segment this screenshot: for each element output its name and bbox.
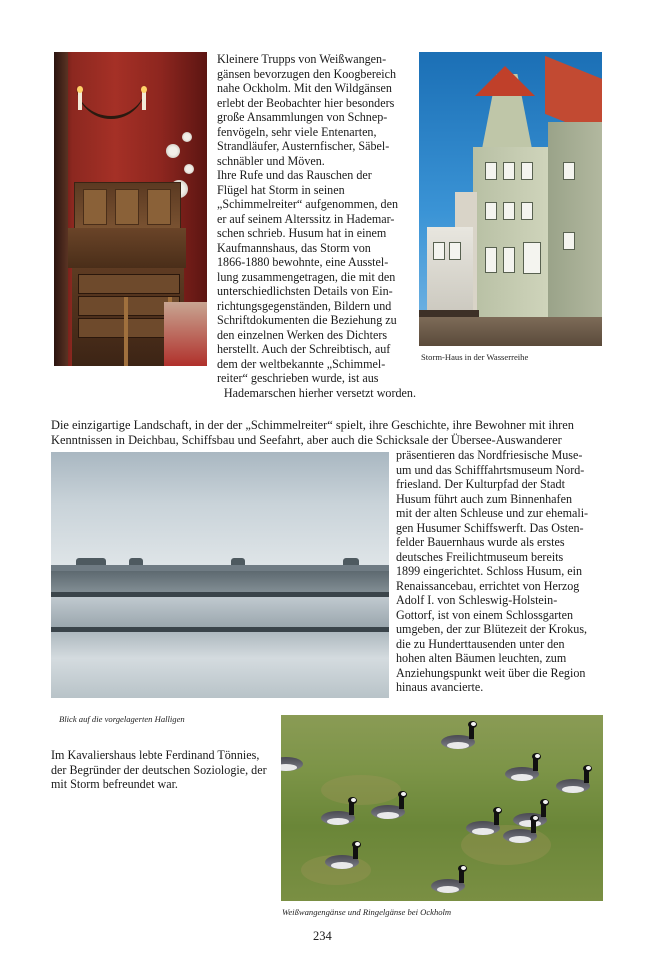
text-line: nahe Ockholm. Mit den Wildgänsen bbox=[217, 81, 392, 95]
text-line: Anziehungspunkt weit über die Region bbox=[396, 665, 586, 680]
caption-halligen: Blick auf die vorgelagerten Halligen bbox=[59, 714, 185, 724]
text-line: Kleinere Trupps von Weißwangen- bbox=[217, 52, 387, 66]
caption-geese: Weißwangengänse und Ringelgänse bei Ockholm bbox=[282, 907, 452, 917]
text-line: Ihre Rufe und das Rauschen der bbox=[217, 168, 372, 182]
text-line: Schriftdokumenten die Beziehung zu bbox=[217, 313, 397, 327]
text-block-geese-storm bbox=[217, 52, 416, 400]
text-line: um und das Schifffahrtsmuseum Nord- bbox=[396, 462, 585, 477]
text-line: „Schimmelreiter“ aufgenommen, den bbox=[217, 197, 398, 211]
text-line: Strandläufer, Austernfischer, Säbel- bbox=[217, 139, 390, 153]
text-line: Flügel hat Storm in seinen bbox=[217, 182, 345, 197]
text-line: reiter“ geschrieben wurde, ist aus bbox=[217, 371, 379, 385]
photo-halligen bbox=[51, 452, 389, 698]
text-line: gänsen bevorzugen den Koogbereich bbox=[217, 66, 396, 81]
photo-geese bbox=[281, 715, 603, 901]
text-line: mit Storm befreundet war. bbox=[51, 777, 178, 791]
text-line: Kenntnissen in Deichbau, Schiffsbau und Seefahrt, aber auch die Schicksale der Übersee-Auswanderer bbox=[51, 432, 562, 447]
text-line: hohen alten Bäumen leuchten, zum bbox=[396, 651, 567, 665]
text-line: umgeben, der zur Blütezeit der Krokus, bbox=[396, 622, 588, 636]
text-line: der Begründer der deutschen Soziologie, der bbox=[51, 762, 267, 777]
text-line: gen Husumer Schiffswerft. Das Osten- bbox=[396, 520, 584, 535]
text-line: unterschiedlichsten Details von Ein- bbox=[217, 284, 393, 298]
text-line: erlebt der Beobachter hier besonders bbox=[217, 95, 395, 110]
text-line: schnäbler und Möven. bbox=[217, 153, 325, 168]
text-line: hinaus avancierte. bbox=[396, 680, 484, 694]
page-number: 234 bbox=[313, 929, 332, 943]
text-line: den einzelnen Werken des Dichters bbox=[217, 327, 388, 342]
photo-storm-house bbox=[419, 52, 602, 346]
text-line: Renaissancebau, errichtet von Herzog bbox=[396, 578, 580, 593]
caption-storm-house: Storm-Haus in der Wasserreihe bbox=[421, 352, 529, 362]
text-line: Kaufmannshaus, das Storm von bbox=[217, 240, 371, 255]
text-fullwidth bbox=[51, 418, 603, 447]
text-line: dem der weltbekannte „Schimmel- bbox=[217, 356, 386, 371]
text-line: Adolf I. von Schleswig-Holstein- bbox=[396, 593, 558, 607]
text-line: herstellt. Auch der Schreibtisch, auf bbox=[217, 342, 391, 356]
text-line: Hademarschen hierher versetzt worden. bbox=[223, 385, 416, 400]
text-line: lung zusammengetragen, die mit den bbox=[217, 269, 396, 284]
text-line: fenvögeln, sehr viele Entenarten, bbox=[217, 124, 377, 139]
text-line: die zu Hunderttausenden unter den bbox=[396, 636, 565, 651]
text-line: schen schrieb. Husum hat in einem bbox=[217, 226, 387, 240]
photo-storm-interior bbox=[54, 52, 207, 366]
text-line: er auf seinem Alterssitz in Hademar- bbox=[217, 211, 395, 226]
text-line: Die einzigartige Landschaft, in der der „Schimmelreiter“ spielt, ihre Geschichte, ihre Bewohner mit ihren bbox=[51, 418, 574, 432]
text-line: Husum führt auch zum Binnenhafen bbox=[396, 491, 572, 506]
text-line: 1899 eingerichtet. Schloss Husum, ein bbox=[396, 564, 583, 578]
text-line: deutsches Freilichtmuseum bereits bbox=[396, 549, 564, 564]
text-line: Im Kavaliershaus lebte Ferdinand Tönnies, bbox=[51, 748, 260, 762]
text-line: präsentieren das Nordfriesische Muse- bbox=[396, 448, 583, 462]
text-block-kavaliershaus bbox=[51, 748, 279, 792]
text-line: 1866-1880 bewohnte, eine Ausstel- bbox=[217, 255, 389, 269]
text-line: große Ansammlungen von Schnep- bbox=[217, 110, 388, 124]
text-line: Gottorf, ist von einem Schlossgarten bbox=[396, 607, 574, 622]
text-block-museums bbox=[396, 448, 603, 695]
text-line: richtungsgegenständen, Bildern und bbox=[217, 298, 392, 313]
text-line: felder Bauernhaus wurde als erstes bbox=[396, 535, 565, 549]
text-line: friesland. Der Kulturpfad der Stadt bbox=[396, 477, 565, 491]
text-line: mit der alten Schleuse und zur ehemali- bbox=[396, 506, 589, 520]
